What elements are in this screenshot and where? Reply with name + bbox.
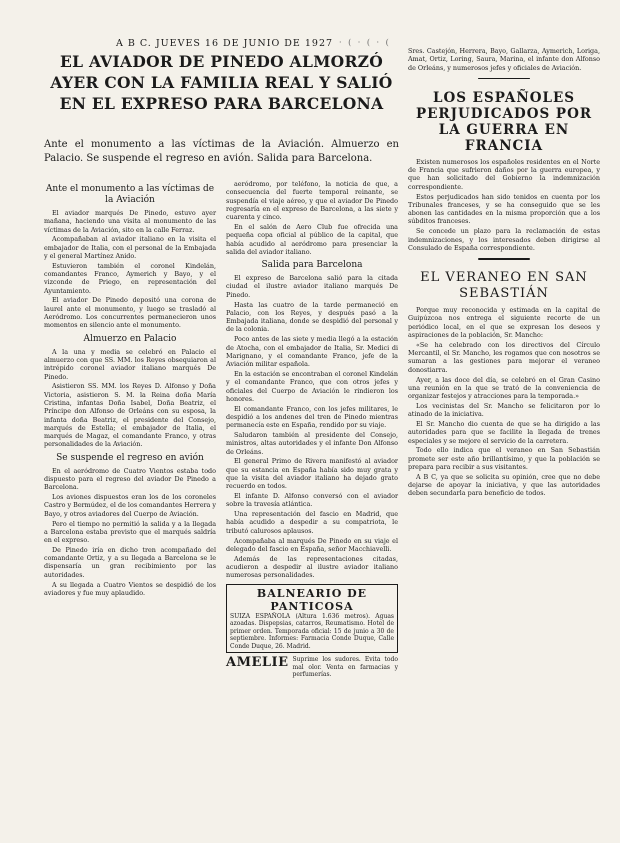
paragraph: Estos perjudicados han sido tenidos en cuenta por los Tribunales franceses, y se ha conseguido que se les abonen las cantidades en la misma proporción que a los súbditos franceses. (408, 192, 600, 226)
main-headline: EL AVIADOR DE PINEDO ALMORZÓ AYER CON LA FAMILIA REAL Y SALIÓ EN EL EXPRESO PARA BARCELONA (50, 52, 393, 113)
article-headline: EL VERANEO EN SAN SEBASTIÁN (420, 270, 588, 302)
paragraph: En el aeródromo de Cuatro Vientos estaba todo dispuesto para el regreso del aviador De Pinedo a Barcelona. (44, 466, 216, 492)
paragraph: Ayer, a las doce del día, se celebró en el Gran Casino una reunión en la que se trató de la conveniencia de organizar festejos y atracciones para la temporada.» (408, 375, 600, 401)
paragraph: Acompañaba al marqués De Pinedo en su viaje el delegado del fascio en España, señor Macchiavelli. (226, 536, 398, 553)
column-1 (44, 180, 216, 599)
paragraph: «Se ha celebrado con los directivos del Círculo Mercantil, el Sr. Mancho, les rogamos que con nosotros se sumaran a las gestiones para mejorar el veraneo donostiarra. (408, 340, 600, 374)
column-2 (226, 180, 398, 679)
newspaper-page (44, 38, 600, 828)
paragraph: Hasta las cuatro de la tarde permaneció en Palacio, con los Reyes, y después pasó a la Embajada italiana, donde se despidió del personal y de la colonia. (226, 300, 398, 334)
paragraph: Pero el tiempo no permitió la salida y a la llegada a Barcelona estaba previsto que el marqués saldría en el expreso. (44, 519, 216, 545)
paragraph: A la una y media se celebró en Palacio el almuerzo con que SS. MM. los Reyes obsequiaron al intrépido coronel aviador italiano marqués De Pinedo. (44, 347, 216, 381)
corner-ornament: · ( · ( · ( (339, 38, 391, 47)
column-3 (408, 47, 600, 499)
paragraph: Todo ello indica que el veraneo en San Sebastián promete ser este año brillantísimo, y que la población se prepara para recibir a sus visitantes. (408, 446, 600, 471)
ad-text: Suprime los sudores. Evita todo mal olor. Venta en farmacias y perfumerías. (292, 656, 398, 679)
paragraph: Porque muy reconocida y estimada en la capital de Guipúzcoa nos entrega el siguiente recorte de un periódico local, en el que se expresan los deseos y aspiraciones de la población, Sr. Mancho: (408, 306, 600, 340)
paragraph: Una representación del fascio en Madrid, que había acudido a despedir a su compatriota, le tributó calurosos aplausos. (226, 510, 398, 535)
paragraph: Existen numerosos los españoles residentes en el Norte de Francia que sufrieron daños por la guerra europea, y que han solicitado del Gobierno la indemnización correspondiente. (408, 157, 600, 191)
paragraph: En el salón de Aero Club fue ofrecida una pequeña copa oficial al público de la capital, que había acudido al aeródromo para presenciar la salida del aviador italiano. (226, 222, 398, 256)
paragraph: Acompañaban al aviador italiano en la visita el embajador de Italia, con el personal de la Embajada y el general Martínez Anido. (44, 235, 216, 260)
paragraph: Sres. Castejón, Herrera, Bayo, Gallarza, Aymerich, Loriga, Amat, Ortiz, Loring, Saura, Marina, el infante don Alfonso de Orleáns, y numerosos jefes y oficiales de Aviación. (408, 47, 600, 72)
paragraph: A su llegada a Cuatro Vientos se despidió de los aviadores y fue muy aplaudido. (44, 580, 216, 597)
ornament-divider (408, 254, 600, 264)
paragraph: El expreso de Barcelona salió para la citada ciudad el ilustre aviador italiano marqués De Pinedo. (226, 274, 398, 299)
article-headline: LOS ESPAÑOLES PERJUDICADOS POR LA GUERRA EN FRANCIA (415, 89, 593, 154)
advertisement-balneario (226, 584, 398, 654)
section-heading: Ante el monumento a las víctimas de la Aviación (45, 184, 215, 205)
section-heading: Salida para Barcelona (261, 260, 363, 271)
section-heading: Se suspende el regreso en avión (56, 452, 204, 463)
paragraph: En la estación se encontraban el coronel Kindelán y el comandante Franco, que con otros jefes y oficiales del Cuerpo de Aviación le rindieron los honores. (226, 369, 398, 403)
paragraph: Asistieron SS. MM. los Reyes D. Alfonso y Doña Victoria, asistieron S. M. la Reina doña María Cristina, infantas Doña Isabel, Doña Beatriz, el Príncipe don Alfonso de Orleáns con su esposa, la infanta doña Beatriz, el presidente del Consejo, marqués de Estella; el embajador de Italia, el marqués de Magaz, el comandante Franco, y otras personalidades de la Aviación. (44, 382, 216, 449)
paragraph: El Sr. Mancho dio cuenta de que se ha dirigido a las autoridades para que se facilite la llegada de trenes especiales y se mejore el servicio de la carretera. (408, 420, 600, 445)
paragraph: El comandante Franco, con los jefes militares, le despidió a los andenes del tren de Pinedo mientras permanecía este en España, rendido por su viaje. (226, 404, 398, 430)
paragraph: De Pinedo iría en dicho tren acompañado del comandante Ortiz, y a su llegada a Barcelona se le dispensaría un gran recibimiento por las autoridades. (44, 545, 216, 579)
section-heading: Almuerzo en Palacio (83, 333, 177, 344)
paragraph: aeródromo, por teléfono, la noticia de que, a consecuencia del fuerte temporal reinante, se suspendía el viaje aéreo, y que el aviador De Pinedo regresaría en el expreso de Barcelona, a las siete y cuarenta y cinco. (226, 180, 398, 222)
advertisement-amelie (226, 656, 398, 679)
ad-title: AMELIE (226, 655, 289, 671)
paragraph: El aviador marqués De Pinedo, estuvo ayer mañana, haciendo una visita al monumento de las víctimas de la Aviación, sito en la calle Ferraz. (44, 209, 216, 234)
paragraph: Estuvieron también el coronel Kindelán, comandantes Franco, Aymerich y Bayo, y el vizconde de Priego, en representación del Ayuntamiento. (44, 261, 216, 295)
paragraph: Saludaron también al presidente del Consejo, ministros, altas autoridades y el infante Don Alfonso de Orleáns. (226, 431, 398, 456)
paragraph: A B C, ya que se solicita su opinión, cree que no debe dejarse de apoyar la iniciativa, y que las autoridades deben secundarla para beneficio de todos. (408, 472, 600, 498)
subheadline: Ante el monumento a las víctimas de la Aviación. Almuerzo en Palacio. Se suspende el regreso en avión. Salida para Barcelona. (44, 139, 399, 164)
ad-text: SUIZA ESPAÑOLA (Altura 1.636 metros). Aguas azoadas. Dispepsias, catarros, Reumatismo. Hotel de primer orden. Temporada oficial: 15 de junio a 30 de septiembre. Informes: Farmacia Conde Duque, Calle Conde Duque, 26. Madrid. (230, 612, 394, 650)
paragraph: El infante D. Alfonso conversó con el aviador sobre la travesía atlántica. (226, 492, 398, 509)
paragraph: El aviador De Pinedo depositó una corona de laurel ante el monumento, y luego se trasladó al Aeródromo. Los concurrentes permanecieron unos momentos en silencio ante el monumento. (44, 296, 216, 330)
paragraph: Los vecinistas del Sr. Mancho se felicitaron por lo atinado de la iniciativa. (408, 401, 600, 419)
ornament-divider (408, 74, 600, 84)
paragraph: El general Primo de Rivera manifestó al aviador que su estancia en España había sido muy grata y que la visita del aviador italiano ha dejado grato recuerdo en todos. (226, 457, 398, 491)
masthead-date: A B C. JUEVES 16 DE JUNIO DE 1927 (116, 38, 334, 49)
paragraph: Poco antes de las siete y media llegó a la estación de Atocha, con el embajador de Italia, Sr. Medici di Marignano, y el comandante Franco, jefe de la Aviación militar española. (226, 335, 398, 369)
ad-title: BALNEARIO DE PANTICOSA (256, 586, 368, 613)
paragraph: Además de las representaciones citadas, acudieron a despedir al ilustre aviador italiano numerosas personalidades. (226, 554, 398, 580)
paragraph: Los aviones dispuestos eran los de los coroneles Castro y Bermúdez, el de los comandantes Herrera y Bayo, y otros aviadores del Cuerpo de Aviación. (44, 493, 216, 518)
paragraph: Se concede un plazo para la reclamación de estas indemnizaciones, y los interesados deben dirigirse al Consulado de España correspondiente. (408, 227, 600, 252)
